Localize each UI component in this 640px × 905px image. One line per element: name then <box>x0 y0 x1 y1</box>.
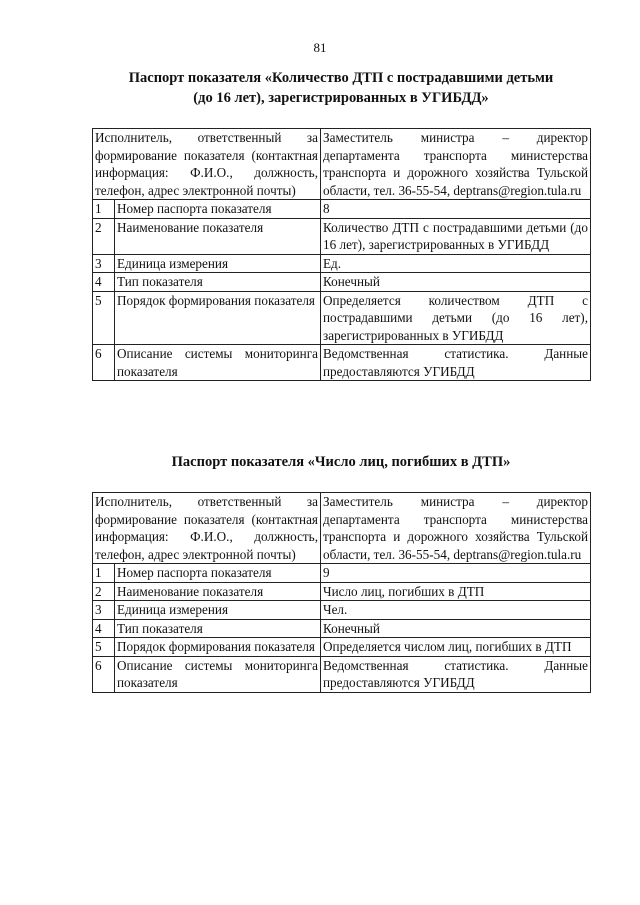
table-row <box>93 638 591 657</box>
passport-table <box>92 128 591 381</box>
row-number: 5 <box>93 638 115 657</box>
table-row-executor <box>93 129 591 200</box>
executor-label: Исполнитель, ответственный за формирование показателя (контактная информация: Ф.И.О., должность, телефон, адрес электронной почты) <box>93 493 321 564</box>
table-row <box>93 656 591 692</box>
row-value: Количество ДТП с пострадавшими детьми (до 16 лет), зарегистрированных в УГИБДД <box>321 218 591 254</box>
row-number: 3 <box>93 254 115 273</box>
row-label: Номер паспорта показателя <box>115 200 321 219</box>
row-number: 6 <box>93 656 115 692</box>
row-label: Наименование показателя <box>115 582 321 601</box>
table-row <box>93 291 591 345</box>
executor-value: Заместитель министра – директор департамента транспорта министерства транспорта и дорожного хозяйства Тульской области, тел. 36-55-54, deptrans@region.tula.ru <box>321 493 591 564</box>
passport-section-2 <box>92 452 590 693</box>
section-title-line-1: Паспорт показателя «Количество ДТП с пострадавшими детьми <box>128 70 554 86</box>
row-label: Единица измерения <box>115 254 321 273</box>
row-value: Ед. <box>321 254 591 273</box>
row-label: Единица измерения <box>115 601 321 620</box>
row-value: Определяется числом лиц, погибших в ДТП <box>321 638 591 657</box>
table-row <box>93 218 591 254</box>
row-value: Конечный <box>321 273 591 292</box>
row-label: Порядок формирования показателя <box>115 291 321 345</box>
section-title <box>92 452 590 472</box>
row-number: 2 <box>93 218 115 254</box>
row-number: 4 <box>93 273 115 292</box>
table-row <box>93 582 591 601</box>
row-number: 1 <box>93 564 115 583</box>
row-value: Ведомственная статистика. Данные предоставляются УГИБДД <box>321 656 591 692</box>
row-value: Ведомственная статистика. Данные предоставляются УГИБДД <box>321 345 591 381</box>
row-number: 2 <box>93 582 115 601</box>
table-row <box>93 254 591 273</box>
table-row <box>93 619 591 638</box>
row-label: Порядок формирования показателя <box>115 638 321 657</box>
row-value: Число лиц, погибших в ДТП <box>321 582 591 601</box>
executor-value: Заместитель министра – директор департамента транспорта министерства транспорта и дорожного хозяйства Тульской области, тел. 36-55-54, deptrans@region.tula.ru <box>321 129 591 200</box>
row-value: 9 <box>321 564 591 583</box>
row-number: 6 <box>93 345 115 381</box>
executor-label: Исполнитель, ответственный за формирование показателя (контактная информация: Ф.И.О., должность, телефон, адрес электронной почты) <box>93 129 321 200</box>
table-row <box>93 345 591 381</box>
row-label: Номер паспорта показателя <box>115 564 321 583</box>
section-title <box>92 68 590 108</box>
row-value: Чел. <box>321 601 591 620</box>
table-row <box>93 273 591 292</box>
row-number: 1 <box>93 200 115 219</box>
row-label: Описание системы мониторинга показателя <box>115 345 321 381</box>
row-number: 5 <box>93 291 115 345</box>
row-label: Описание системы мониторинга показателя <box>115 656 321 692</box>
passport-section-1 <box>92 68 590 381</box>
row-number: 3 <box>93 601 115 620</box>
row-label: Тип показателя <box>115 619 321 638</box>
table-row-executor <box>93 493 591 564</box>
row-label: Тип показателя <box>115 273 321 292</box>
row-value: 8 <box>321 200 591 219</box>
section-title-line-2: (до 16 лет), зарегистрированных в УГИБДД» <box>193 90 489 106</box>
section-title-line-1: Паспорт показателя «Число лиц, погибших в ДТП» <box>171 454 511 470</box>
row-value: Конечный <box>321 619 591 638</box>
passport-table <box>92 492 591 693</box>
table-row <box>93 601 591 620</box>
page-number: 81 <box>313 40 327 55</box>
row-value: Определяется количеством ДТП с пострадавшими детьми (до 16 лет), зарегистрированных в УГИБДД <box>321 291 591 345</box>
row-number: 4 <box>93 619 115 638</box>
row-label: Наименование показателя <box>115 218 321 254</box>
table-row <box>93 200 591 219</box>
table-row <box>93 564 591 583</box>
